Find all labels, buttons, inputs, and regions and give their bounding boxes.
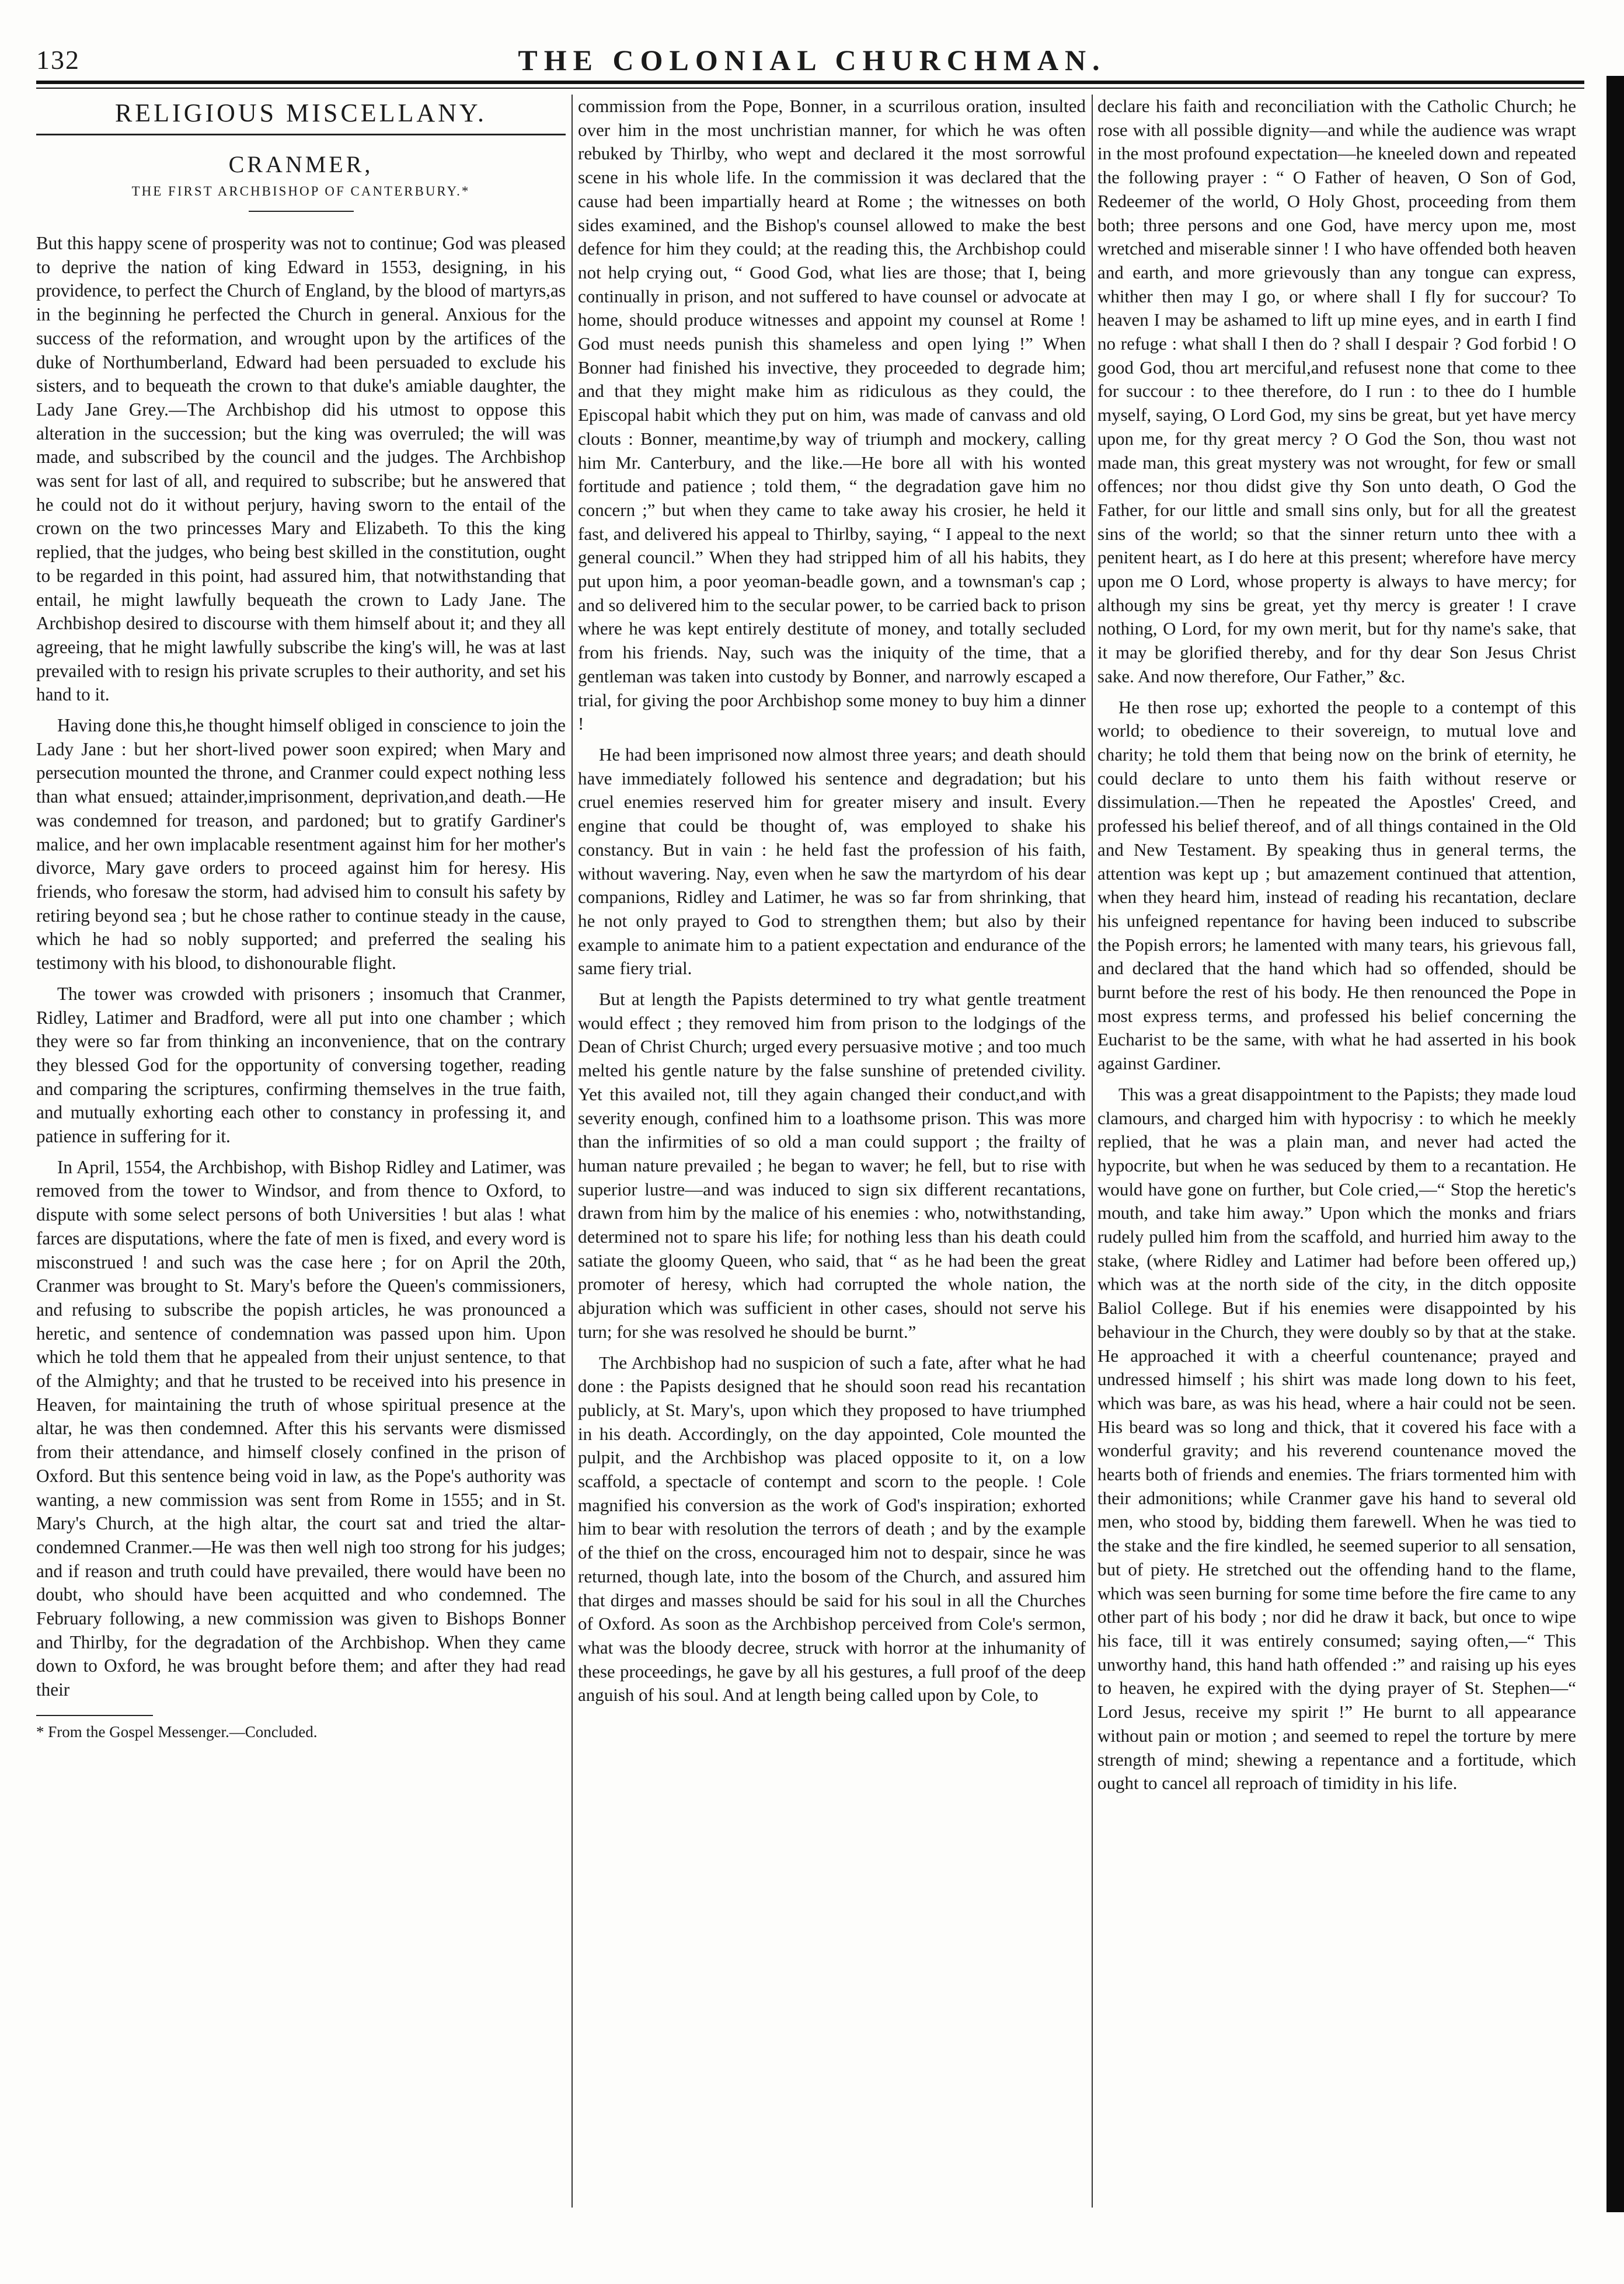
article-paragraph: This was a great disappointment to the Papists; they made loud clamours, and charged him with hypocrisy : to which he meekly replied, that he was a plain man, and never had acted the hypocrite, but when he was seduced by them to a recantation. He would have gone on further, but Cole cried,—“ Stop the heretic's mouth, and take him away.” Upon which the monks and friars rudely pulled him from the scaffold, and hurried him away to the stake, (where Ridley and Latimer had before been offered up,) which was at the north side of the city, in the ditch opposite Baliol College. But if his enemies were disappointed by his behaviour in the Church, they were doubly so by that at the stake. He approached it with a cheerful countenance; prayed and undressed himself ; his shirt was made long down to his feet, which was bare, as was his head, where a hair could not be seen. His beard was so long and thick, that it covered his face with a wonderful gravity; and his reverend countenance moved the hearts both of friends and enemies. The friars tormented him with their admonitions; while Cranmer gave his hand to several old men, who stood by, bidding them farewell. When he was tied to the stake and the fire kindled, he seemed superior to all sensation, but of piety. He stretched out the offending hand to the flame, which was seen burning for some time before the fire came to any other part of his body ; nor did he draw it back, but once to wipe his face, till it was entirely consumed; saying often,—“ This unworthy hand, this hand hath offended :” and raising up his eyes to heaven, he expired with the dying prayer of St. Stephen—“ Lord Jesus, receive my spirit !” He burnt to all appearance without pain or motion ; and seemed to repel the torture by mere strength of mind; shewing a repentance and a fortitude, which ought to cancel all reproach of timidity in his life.: [1097, 1083, 1576, 1794]
article-paragraph: He then rose up; exhorted the people to a contempt of this world; to obedience to their sovereign, to mutual love and charity; he told them that being now on the brink of eternity, he could declare to unto them his faith without reserve or dissimulation.—Then he repeated the Apostles' Creed, and professed his belief thereof, and of all things contained in the Old and New Testament. By speaking thus in general terms, the attention was kept up ; but amazement continued that attention, when they heard him, instead of reading his recantation, declare his unfeigned repentance for having been induced to subscribe the Popish errors; he lamented with many tears, his grievous fall, and declared that the hand which had so offended, should be burnt before the rest of his body. He then renounced the Pope in most express terms, and professed his belief concerning the Eucharist to be the same, with what he had asserted in his book against Gardiner.: [1097, 696, 1576, 1074]
column-separator: [571, 95, 573, 2208]
footnote-rule: [36, 1715, 153, 1716]
column-1: [36, 95, 566, 2202]
article-paragraph: He had been imprisoned now almost three years; and death should have immediately followed his sentence and degradation; but his cruel enemies reserved him for greater misery and insult. Every engine that could be thought of, was employed to shake his constancy. But in vain : he held fast the profession of his faith, without wavering. Nay, even when he saw the martyrdom of his dear companions, Ridley and Latimer, he was so far from shrinking, that he not only prayed to God to strengthen them; but also by their example to animate him to a patient expectation and endurance of the same fiery trial.: [578, 744, 1086, 979]
column-3: [1097, 95, 1576, 2202]
section-rule: [36, 134, 566, 135]
masthead-rule-heavy: [36, 81, 1584, 84]
article-paragraph: In April, 1554, the Archbishop, with Bishop Ridley and Latimer, was removed from the tower to Windsor, and from thence to Oxford, to dispute with some select persons of both Universities ! but alas ! what farces are disputations, where the fate of men is fixed, and every word is misconstrued ! and such was the case here ; for on April the 20th, Cranmer was brought to St. Mary's before the Queen's commissioners, and refusing to subscribe the popish articles, he was pronounced a heretic, and sentence of condemnation was passed upon him. Upon which he told them that he appealed from their unjust sentence, to that of the Almighty; and that he trusted to be received into his presence in Heaven, for maintaining the truth of whose spiritual presence at the altar, he was then condemned. After this his servants were dismissed from their attendance, and himself closely confined in the prison of Oxford. But this sentence being void in law, as the Pope's authority was wanting, a new commission was sent from Rome in 1555; and in St. Mary's Church, at the high altar, the court sat and tried the altar-condemned Cranmer.—He was then well nigh too strong for his judges; and if reason and truth could have prevailed, there would have been no doubt, who should have been acquitted and who condemned. The February following, a new commission was given to Bishops Bonner and Thirlby, for the degradation of the Archbishop. When they came down to Oxford, he was brought before them; and after they had read their: [36, 1156, 566, 1700]
column-2: [578, 95, 1086, 2202]
article-title: CRANMER,: [228, 151, 374, 177]
section-heading: RELIGIOUS MISCELLANY.: [114, 99, 487, 127]
article-paragraph: Having done this,he thought himself obliged in conscience to join the Lady Jane : but her short-lived power soon expired; when Mary and persecution mounted the throne, and Cranmer could expect nothing less than what ensued; attainder,imprisonment, deprivation,and death.—He was condemned for treason, and pardoned; but to gratify Gardiner's malice, and her own implacable resentment against him for her mother's divorce, Mary gave orders to proceed against him for heresy. His friends, who foresaw the storm, had advised him to consult his safety by retiring beyond sea ; but he chose rather to continue steady in the cause, which he had so nobly supported; and preferred the sealing his testimony with his blood, to dishonourable flight.: [36, 715, 566, 974]
column-separator: [1092, 95, 1093, 2208]
article-subtitle: THE FIRST ARCHBISHOP OF CANTERBURY.*: [131, 184, 471, 198]
binding-edge-bar: [1606, 76, 1624, 2212]
article-paragraph: declare his faith and reconciliation with the Catholic Church; he rose with all possible dignity—and while the audience was wrapt in the most profound expectation—he kneeled down and repeated the following prayer : “ O Father of heaven, O Son of God, Redeemer of the world, O Holy Ghost, proceeding from them both; three persons and one God, have mercy upon me, most wretched and miserable sinner ! I who have offended both heaven and earth, and more grievously than any tongue can express, whither then may I go, or where shall I fly for succour? To heaven I may be ashamed to lift up mine eyes, and in earth I find no refuge : what shall I then do ? shall I despair ? God forbid ! O good God, thou art merciful,and refusest none that come to thee for succour : to thee therefore, do I run : to thee do I humble myself, saying, O Lord God, my sins be great, but yet have mercy upon me, for thy great mercy ? O God the Son, thou wast not made man, this great mystery was not wrought, for few or small offences; nor thou didst give thy Son unto death, O God the Father, for our little and small sins only, but for all the greatest sins of the world; so that the sinner return unto thee with a penitent heart, as I do here at this present; wherefore have mercy upon me O Lord, whose property is always to have mercy; for although my sins be great, yet thy mercy is greater ! I crave nothing, O Lord, for my own merit, but for thy name's sake, that it may be glorified thereby, and for thy dear Son Jesus Christ sake. And now therefore, Our Father,” &c.: [1097, 96, 1576, 686]
title-rule: [249, 211, 354, 212]
masthead: THE COLONIAL CHURCHMAN.: [518, 44, 1106, 76]
page-number: 132: [36, 45, 80, 75]
masthead-rule-thin: [36, 88, 1584, 89]
footnote: * From the Gospel Messenger.—Concluded.: [36, 1722, 318, 1741]
article-paragraph: commission from the Pope, Bonner, in a scurrilous oration, insulted over him in the most unchristian manner, for which he was often rebuked by Thirlby, who wept and declared it the most sorrowful scene in his whole life. In the commission it was declared that the cause had been impartially heard at Rome ; the witnesses on both sides examined, and the Bishop's counsel allowed to make the best defence for him they could; at the reading this, the Archbishop could not help crying out, “ Good God, what lies are those; that I, being continually in prison, and not suffered to have counsel or advocate at home, should produce witnesses and appoint my counsel at Rome ! God must needs punish this shameless and open lying !” When Bonner had finished his invective, they proceeded to degrade him; and that they might make him as ridiculous as they could, the Episcopal habit which they put on him, was made of canvass and old clouts : Bonner, meantime,by way of triumph and mockery, calling him Mr. Canterbury, and the like.—He bore all with his wonted fortitude and patience ; told them, “ the degradation gave him no concern ;” but when they came to take away his crosier, he held it fast, and delivered his appeal to Thirlby, saying, “ I appeal to the next general council.” When they had stripped him of all his habits, they put upon him, a poor yeoman-beadle gown, and a townsman's cap ; and so delivered him to the secular power, to be carried back to prison where he was kept entirely destitute of money, and totally secluded from his friends. Nay, such was the iniquity of the time, that a gentleman was taken into custody by Bonner, and narrowly escaped a trial, for giving the poor Archbishop some money to buy him a dinner !: [578, 96, 1086, 734]
article-paragraph: The tower was crowded with prisoners ; insomuch that Cranmer, Ridley, Latimer and Bradford, were all put into one chamber ; which they were so far from thinking an inconvenience, that on the contrary they blessed God for the opportunity of conversing together, reading and comparing the scriptures, confirming themselves in the true faith, and mutually exhorting each other to constancy in professing it, and patience in suffering for it.: [36, 983, 566, 1147]
article-paragraph: The Archbishop had no suspicion of such a fate, after what he had done : the Papists designed that he should soon read his recantation publicly, at St. Mary's, upon which they proposed to have triumphed in his death. Accordingly, on the day appointed, Cole mounted the pulpit, and the Archbishop was placed opposite to it, on a low scaffold, a spectacle of contempt and scorn to the people. ! Cole magnified his conversion as the work of God's inspiration; exhorted him to bear with resolution the terrors of death ; and by the example of the thief on the cross, encouraged him not to despair, since he was returned, though late, into the bosom of the Church, and assured him that dirges and masses should be said for his soul in all the Churches of Oxford. As soon as the Archbishop perceived from Cole's sermon, what was the bloody decree, struck with horror at the inhumanity of these proceedings, he gave by all his gestures, a full proof of the deep anguish of his soul. And at length being called upon by Cole, to: [578, 1352, 1086, 1706]
article-paragraph: But at length the Papists determined to try what gentle treatment would effect ; they removed him from prison to the lodgings of the Dean of Christ Church; urged every persuasive motive ; and too much melted his gentle nature by the false sunshine of pretended civility. Yet this availed not, till they again changed their conduct,and with severity enough, confined him to a loathsome prison. This was more than the infirmities of so old a man could support ; the frailty of human nature prevailed ; he began to waver; he fell, but to rise with superior lustre—and was induced to sign six different recantations, drawn from him by the malice of his enemies : who, notwithstanding, determined not to spare his life; for nothing less than his death could satiate the gloomy Queen, who said, that “ as he had been the great promoter of heresy, which had corrupted the whole nation, the abjuration which was sufficient in other cases, should not serve his turn; for she was resolved he should be burnt.”: [578, 989, 1086, 1342]
article-paragraph: But this happy scene of prosperity was not to continue; God was pleased to deprive the nation of king Edward in 1553, designing, in his providence, to perfect the Church of England, by the blood of martyrs,as in the beginning he perfected the Church in general. Anxious for the success of the reformation, and wrought upon by the artifices of the duke of Northumberland, Edward had been persuaded to exclude his sisters, and to bequeath the crown to that duke's amiable daughter, the Lady Jane Grey.—The Archbishop did his utmost to oppose this alteration in the succession; but the king was overruled; the will was made, and subscribed by the council and the judges. The Archbishop was sent for last of all, and required to subscribe; but he answered that he could not do it without perjury, having sworn to the entail of the crown on the two princesses Mary and Elizabeth. To this the king replied, that the judges, who being best skilled in the constitution, ought to be regarded in this point, had assured him, that notwithstanding that entail, he might lawfully bequeath the crown to Lady Jane. The Archbishop desired to discourse with them himself about it; and they all agreeing, that he might lawfully subscribe the king's will, he was at last prevailed with to resign his private scruples to their authority, and set his hand to it.: [36, 233, 566, 705]
